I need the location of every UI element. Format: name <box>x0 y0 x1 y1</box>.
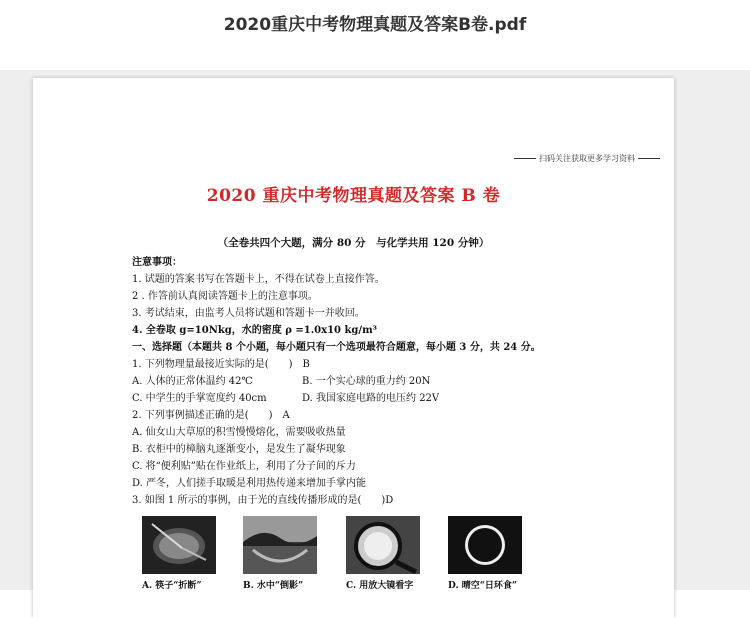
notice-item: 1. 试题的答案书写在答题卡上，不得在试卷上直接作答。 <box>132 274 385 285</box>
file-title: 2020重庆中考物理真题及答案B卷.pdf <box>223 15 527 35</box>
option-a: A. 仙女山大草原的积雪慢慢熔化，需要吸收热量 <box>132 427 346 438</box>
reflection-photo <box>243 516 317 574</box>
figure-caption: A. 筷子“折断” <box>142 581 202 591</box>
notice-item: 2 . 作答前认真阅读答题卡上的注意事项。 <box>132 291 318 302</box>
option-b: B. 一个实心球的重力约 20N <box>302 376 431 387</box>
notice-heading: 注意事项： <box>132 257 182 268</box>
figure-c <box>346 516 420 591</box>
option-row <box>132 389 532 404</box>
exam-subtitle: （全卷共四个大题，满分 80 分 与化学共用 120 分钟） <box>217 237 490 249</box>
option-c: C. 将“便利贴”贴在作业纸上，利用了分子间的斥力 <box>132 461 356 472</box>
scan-note: 扫码关注获取更多学习资料 <box>483 153 663 164</box>
figure-b <box>243 516 317 591</box>
option-d: D. 我国家庭电路的电压约 22V <box>302 393 440 404</box>
option-d: D. 严冬，人们搓手取暖是利用热传递来增加手掌内能 <box>132 478 367 489</box>
eclipse-photo <box>448 516 522 574</box>
figure-caption: C. 用放大镜看字 <box>346 581 414 591</box>
chopsticks-photo <box>142 516 216 574</box>
figure-a <box>142 516 216 591</box>
question-stem: 1. 下列物理量最接近实际的是( ) B <box>132 359 310 370</box>
figure-caption: B. 水中“倒影” <box>243 581 304 591</box>
question-stem: 2. 下列事例描述正确的是( ) A <box>132 410 290 421</box>
notice-item: 3. 考试结束，由监考人员将试题和答题卡一并收回。 <box>132 308 365 319</box>
option-row <box>132 372 532 387</box>
pdf-page <box>33 78 674 618</box>
figure-d <box>448 516 522 591</box>
exam-title: 2020 重庆中考物理真题及答案 B 卷 <box>206 186 501 206</box>
section-heading: 一、选择题（本题共 8 个小题，每小题只有一个选项最符合题意，每小题 3 分，共 24 分。 <box>132 342 541 353</box>
option-c: C. 中学生的手掌宽度约 40cm <box>132 393 267 404</box>
option-b: B. 衣柜中的樟脑丸逐渐变小，是发生了凝华现象 <box>132 444 346 455</box>
figure-caption: D. 晴空“日环食” <box>448 581 518 591</box>
option-a: A. 人体的正常体温约 42℃ <box>132 376 253 387</box>
question-stem: 3. 如图 1 所示的事例，由于光的直线传播形成的是( )D <box>132 495 394 506</box>
magnifier-photo <box>346 516 420 574</box>
viewer-header <box>0 0 750 70</box>
notice-item: 4. 全卷取 g=10Nkg，水的密度 ρ =1.0x10 kg/m³ <box>132 325 378 336</box>
